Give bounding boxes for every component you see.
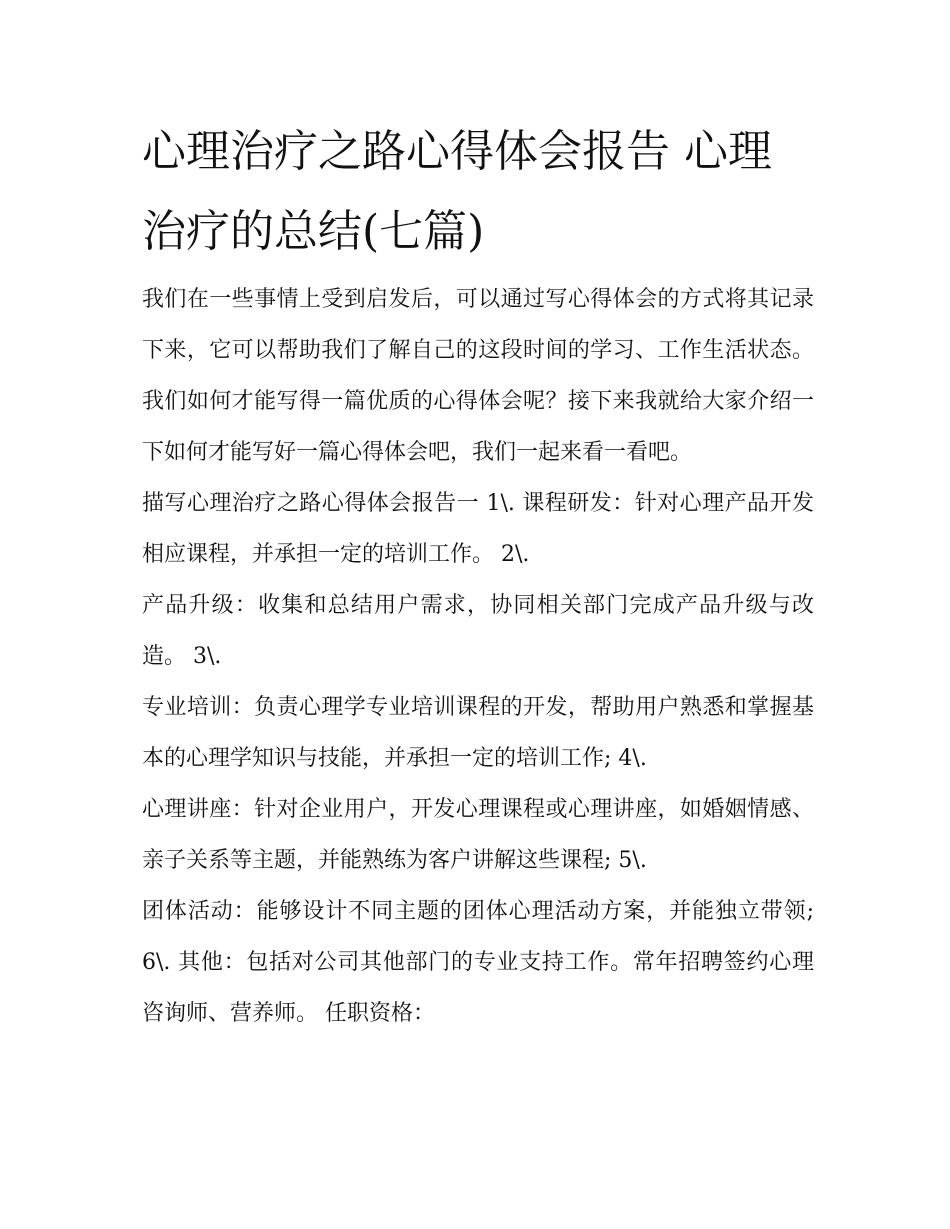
document-title: 心理治疗之路心得体会报告 心理治疗的总结(七篇) bbox=[142, 126, 772, 257]
paragraph-product-upgrade: 产品升级：收集和总结用户需求，协同相关部门完成产品升级与改造。 3\. bbox=[142, 593, 814, 669]
intro-paragraph: 我们在一些事情上受到启发后，可以通过写心得体会的方式将其记录下来，它可以帮助我们了解自己的这段时间的学习、工作生活状态。我们如何才能写得一篇优质的心得体会呢？接下来我就给大家介绍一下如何才能写好一篇心得体会吧，我们一起来看一看吧。 bbox=[142, 287, 814, 465]
paragraph-professional-training: 专业培训：负责心理学专业培训课程的开发，帮助用户熟悉和掌握基本的心理学知识与技能，并承担一定的培训工作; 4\. bbox=[142, 695, 814, 771]
paragraph-group-activities: 团体活动：能够设计不同主题的团体心理活动方案，并能独立带领; 6\. 其他：包括对公司其他部门的专业支持工作。常年招聘签约心理咨询师、营养师。 任职资格： bbox=[142, 899, 814, 1026]
document-page bbox=[142, 112, 814, 1039]
paragraph-psychology-lecture: 心理讲座：针对企业用户，开发心理课程或心理讲座，如婚姻情感、亲子关系等主题，并能熟练为客户讲解这些课程; 5\. bbox=[142, 797, 814, 873]
paragraph-course-development: 描写心理治疗之路心得体会报告一 1\. 课程研发：针对心理产品开发相应课程，并承担一定的培训工作。 2\. bbox=[142, 491, 814, 567]
